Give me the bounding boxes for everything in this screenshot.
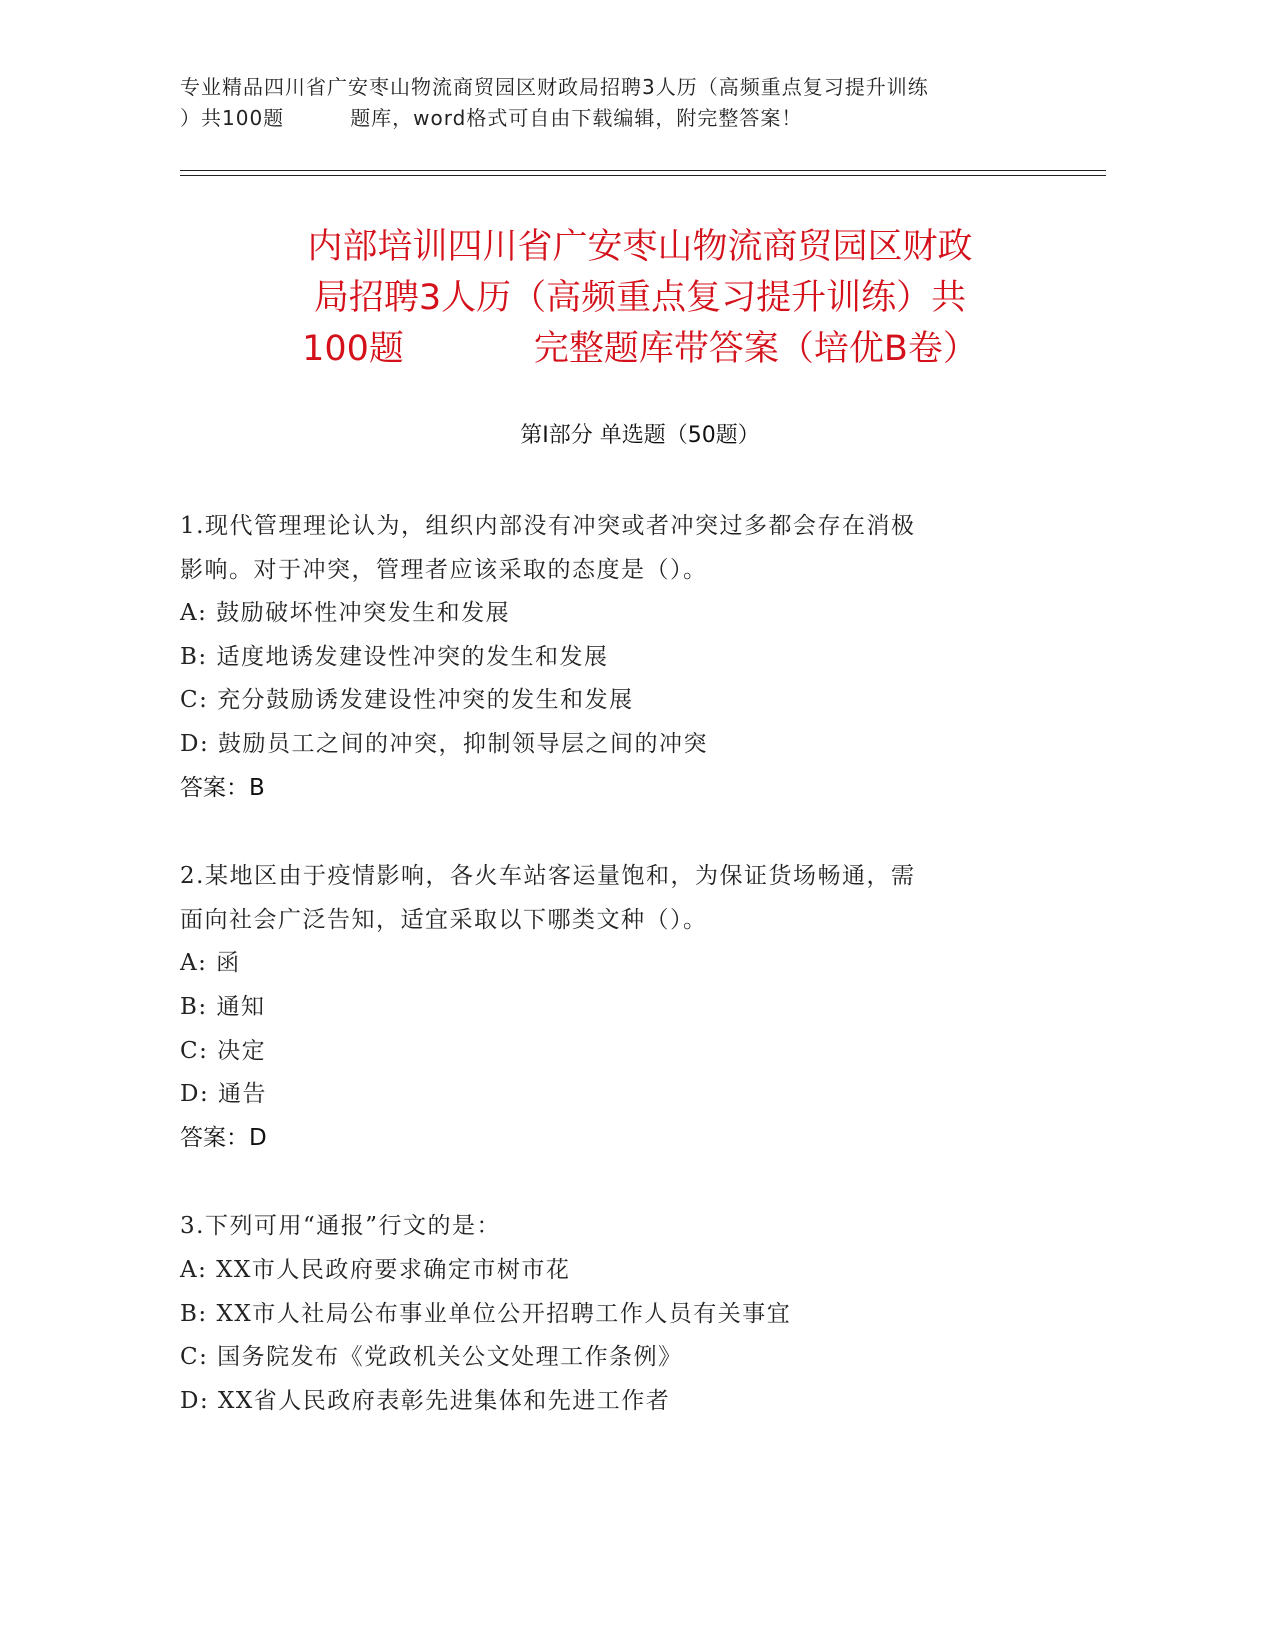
title-line-2: 局招聘3人历（高频重点复习提升训练）共	[313, 278, 967, 318]
option-a: A: XX市人民政府要求确定市树市花	[180, 1256, 571, 1283]
header-line-1: 专业精品四川省广安枣山物流商贸园区财政局招聘3人历（高频重点复习提升训练	[180, 75, 929, 99]
answer-line: 答案：B	[180, 774, 265, 801]
option-c: C: 国务院发布《党政机关公文处理工作条例》	[180, 1344, 683, 1371]
header-divider-bottom	[180, 175, 1106, 176]
option-c: C: 充分鼓励诱发建设性冲突的发生和发展	[180, 687, 634, 714]
question-stem: 面向社会广泛告知，适宜采取以下哪类文种（）。	[180, 906, 708, 933]
option-b: B: 适度地诱发建设性冲突的发生和发展	[180, 643, 609, 670]
document-header	[180, 72, 1100, 134]
question-3	[180, 1205, 1100, 1423]
title-line-3-start: 100题	[302, 329, 404, 369]
header-line-2-end: 题库，word格式可自由下载编辑，附完整答案！	[350, 106, 803, 130]
question-list	[180, 505, 1100, 1468]
header-line-2-start: ）共100题	[180, 106, 285, 130]
title-line-1: 内部培训四川省广安枣山物流商贸园区财政	[307, 227, 973, 267]
title-line-3	[180, 324, 1100, 375]
header-divider-top	[180, 170, 1106, 171]
option-d: D: XX省人民政府表彰先进集体和先进工作者	[180, 1387, 671, 1414]
title-line-3-end: 完整题库带答案（培优B卷）	[533, 329, 978, 369]
question-2	[180, 855, 1100, 1160]
option-b: B: 通知	[180, 993, 266, 1020]
option-d: D: 鼓励员工之间的冲突，抑制领导层之间的冲突	[180, 730, 709, 757]
question-stem: 2.某地区由于疫情影响，各火车站客运量饱和，为保证货场畅通，需	[180, 863, 916, 890]
option-a: A: 鼓励破坏性冲突发生和发展	[180, 600, 511, 627]
document-title	[180, 222, 1100, 375]
option-c: C: 决定	[180, 1037, 267, 1064]
option-d: D: 通告	[180, 1081, 268, 1108]
question-1	[180, 505, 1100, 810]
option-a: A: 函	[180, 950, 241, 977]
question-stem: 1.现代管理理论认为，组织内部没有冲突或者冲突过多都会存在消极	[180, 513, 916, 539]
question-stem: 影响。对于冲突，管理者应该采取的态度是（）。	[180, 556, 708, 583]
section-title: 第I部分 单选题（50题）	[520, 423, 760, 448]
option-b: B: XX市人社局公布事业单位公开招聘工作人员有关事宜	[180, 1300, 792, 1327]
answer-line: 答案：D	[180, 1124, 267, 1151]
header-line-2	[180, 103, 1100, 134]
question-stem: 3.下列可用“通报”行文的是：	[180, 1213, 501, 1240]
